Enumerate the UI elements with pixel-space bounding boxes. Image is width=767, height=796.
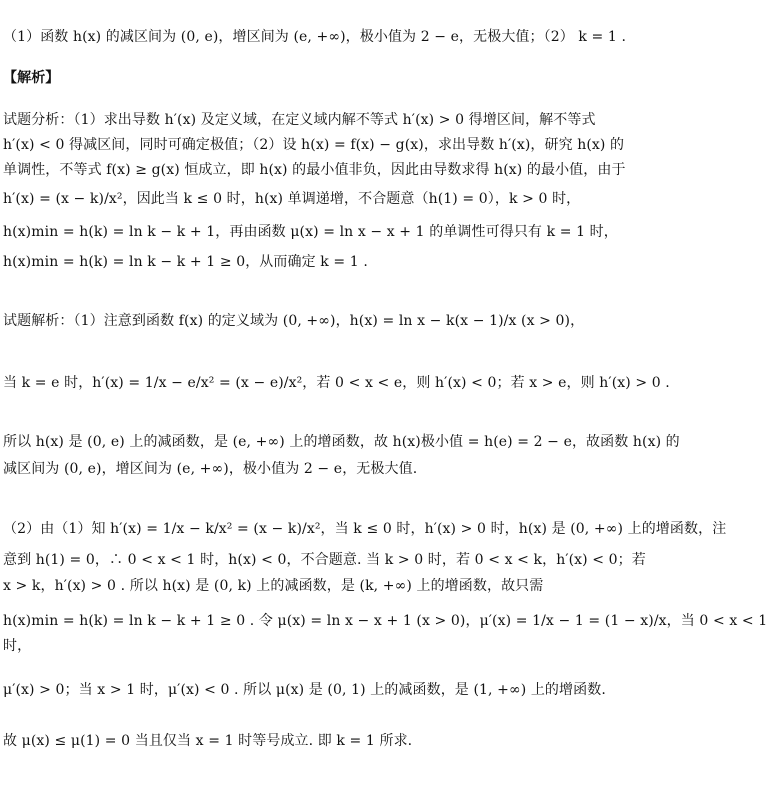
solution-line: 故 μ(x) ≤ μ(1) = 0 当且仅当 x = 1 时等号成立. 即 k = 1 所求. (3, 733, 413, 749)
solution-line: x > k，h′(x) > 0 . 所以 h(x) 是 (0, k) 上的减函数，是 (k, +∞) 上的增函数，故只需 (3, 578, 544, 594)
solution-line: （2）由（1）知 h′(x) = 1/x − k/x² = (x − k)/x²，当 k ≤ 0 时，h′(x) > 0 时，h(x) 是 (0, +∞) 上的增函数，注 (3, 521, 727, 537)
analysis-line: h′(x) < 0 得减区间，同时可确定极值；（2）设 h(x) = f(x) − g(x)，求出导数 h′(x)，研究 h(x) 的 (3, 137, 625, 153)
solution-line: 减区间为 (0, e)，增区间为 (e, +∞)，极小值为 2 − e，无极大值. (3, 461, 418, 477)
solution-line: 时， (3, 638, 32, 654)
analysis-header: 【解析】 (3, 70, 60, 86)
solution-line: h(x)min = h(k) = ln k − k + 1 ≥ 0 . 令 μ(x) = ln x − x + 1 (x > 0)，μ′(x) = 1/x − 1 = (1 − x)/x，当 0 < x < 1 (3, 613, 767, 629)
solution-line: 所以 h(x) 是 (0, e) 上的减函数，是 (e, +∞) 上的增函数，故 h(x)极小值 = h(e) = 2 − e，故函数 h(x) 的 (3, 434, 680, 450)
solution-line: μ′(x) > 0；当 x > 1 时，μ′(x) < 0 . 所以 μ(x) 是 (0, 1) 上的减函数，是 (1, +∞) 上的增函数. (3, 682, 606, 698)
solution-line: 试题解析：（1）注意到函数 f(x) 的定义域为 (0, +∞)，h(x) = ln x − k(x − 1)/x (x > 0)， (3, 313, 585, 329)
answer-line: （1）函数 h(x) 的减区间为 (0, e)，增区间为 (e, +∞)，极小值为 2 − e，无极大值；（2） k = 1 . (3, 29, 627, 45)
solution-line: 意到 h(1) = 0，∴ 0 < x < 1 时，h(x) < 0，不合题意. 当 k > 0 时，若 0 < x < k，h′(x) < 0；若 (3, 552, 646, 568)
analysis-line: h(x)min = h(k) = ln k − k + 1 ≥ 0，从而确定 k = 1 . (3, 254, 368, 270)
analysis-line: 单调性，不等式 f(x) ≥ g(x) 恒成立，即 h(x) 的最小值非负，因此由导数求得 h(x) 的最小值，由于 (3, 162, 626, 178)
analysis-line: h(x)min = h(k) = ln k − k + 1，再由函数 μ(x) = ln x − x + 1 的单调性可得只有 k = 1 时， (3, 224, 618, 240)
analysis-line: h′(x) = (x − k)/x²，因此当 k ≤ 0 时，h(x) 单调递增，不合题意（h(1) = 0），k > 0 时， (3, 191, 581, 207)
analysis-line: 试题分析：（1）求出导数 h′(x) 及定义域，在定义域内解不等式 h′(x) > 0 得增区间，解不等式 (3, 112, 596, 128)
solution-line: 当 k = e 时，h′(x) = 1/x − e/x² = (x − e)/x²，若 0 < x < e，则 h′(x) < 0；若 x > e，则 h′(x) > 0 . (3, 375, 670, 391)
